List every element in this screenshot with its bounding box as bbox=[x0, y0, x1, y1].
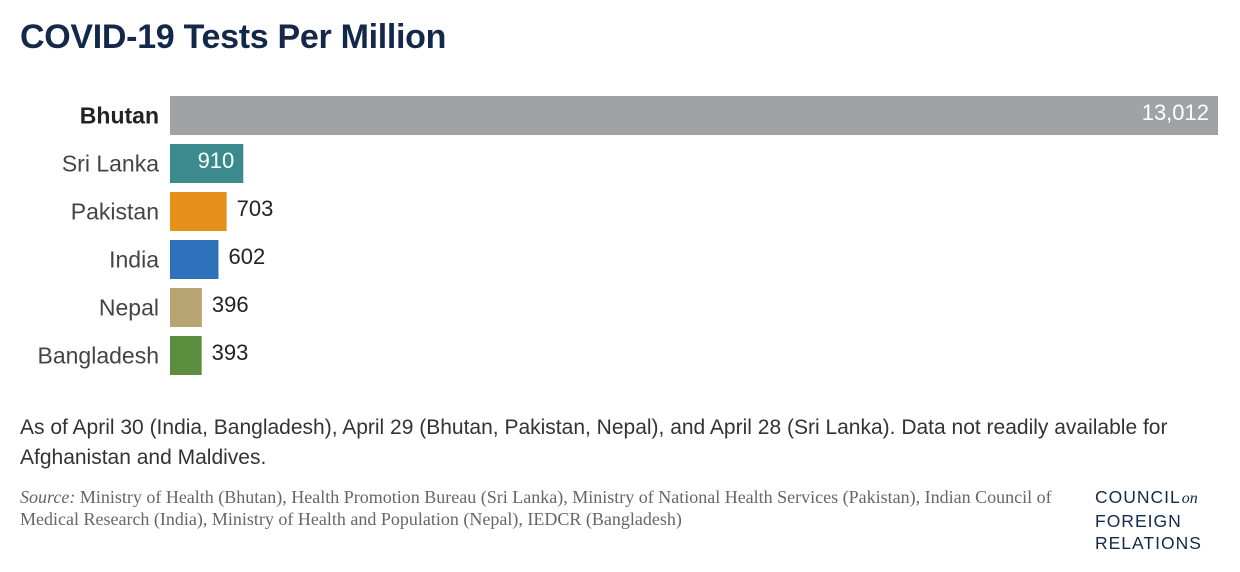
source-label: Source: bbox=[20, 487, 76, 507]
logo-line-1: COUNCILon bbox=[1095, 487, 1198, 507]
category-label: Nepal bbox=[98, 294, 159, 321]
bar-pakistan bbox=[170, 192, 227, 231]
bar-bhutan bbox=[170, 96, 1218, 135]
logo-line-3: RELATIONS bbox=[1095, 533, 1202, 553]
chart-note: As of April 30 (India, Bangladesh), April 29 (Bhutan, Pakistan, Nepal), and April 28 (Sri Lanka). Data not readily available for Afghanistan and Maldives. bbox=[20, 416, 1168, 469]
data-label: 13,012 bbox=[1141, 100, 1209, 125]
data-label: 393 bbox=[211, 340, 249, 365]
logo-line-2: FOREIGN bbox=[1095, 511, 1182, 531]
cfr-logo bbox=[1095, 486, 1225, 554]
category-label: India bbox=[109, 246, 159, 273]
data-label: 602 bbox=[228, 244, 266, 269]
category-label: Sri Lanka bbox=[61, 150, 159, 177]
data-label: 396 bbox=[211, 292, 249, 317]
bar-india bbox=[170, 240, 218, 279]
bar-nepal bbox=[170, 288, 202, 327]
source-text: Ministry of Health (Bhutan), Health Promotion Bureau (Sri Lanka), Ministry of National Health Services (Pakistan), Indian Council of Medical Research (India), Ministry of Health and Population (Nepal), IEDCR (Bangladesh) bbox=[20, 487, 1052, 529]
category-label: Pakistan bbox=[70, 198, 159, 225]
chart-title: COVID-19 Tests Per Million bbox=[20, 18, 447, 56]
source-note bbox=[20, 486, 1060, 530]
data-label: 703 bbox=[236, 196, 274, 221]
category-label: Bangladesh bbox=[37, 342, 159, 369]
data-label: 910 bbox=[197, 148, 235, 173]
bar-bangladesh bbox=[170, 336, 202, 375]
category-label: Bhutan bbox=[79, 102, 159, 129]
